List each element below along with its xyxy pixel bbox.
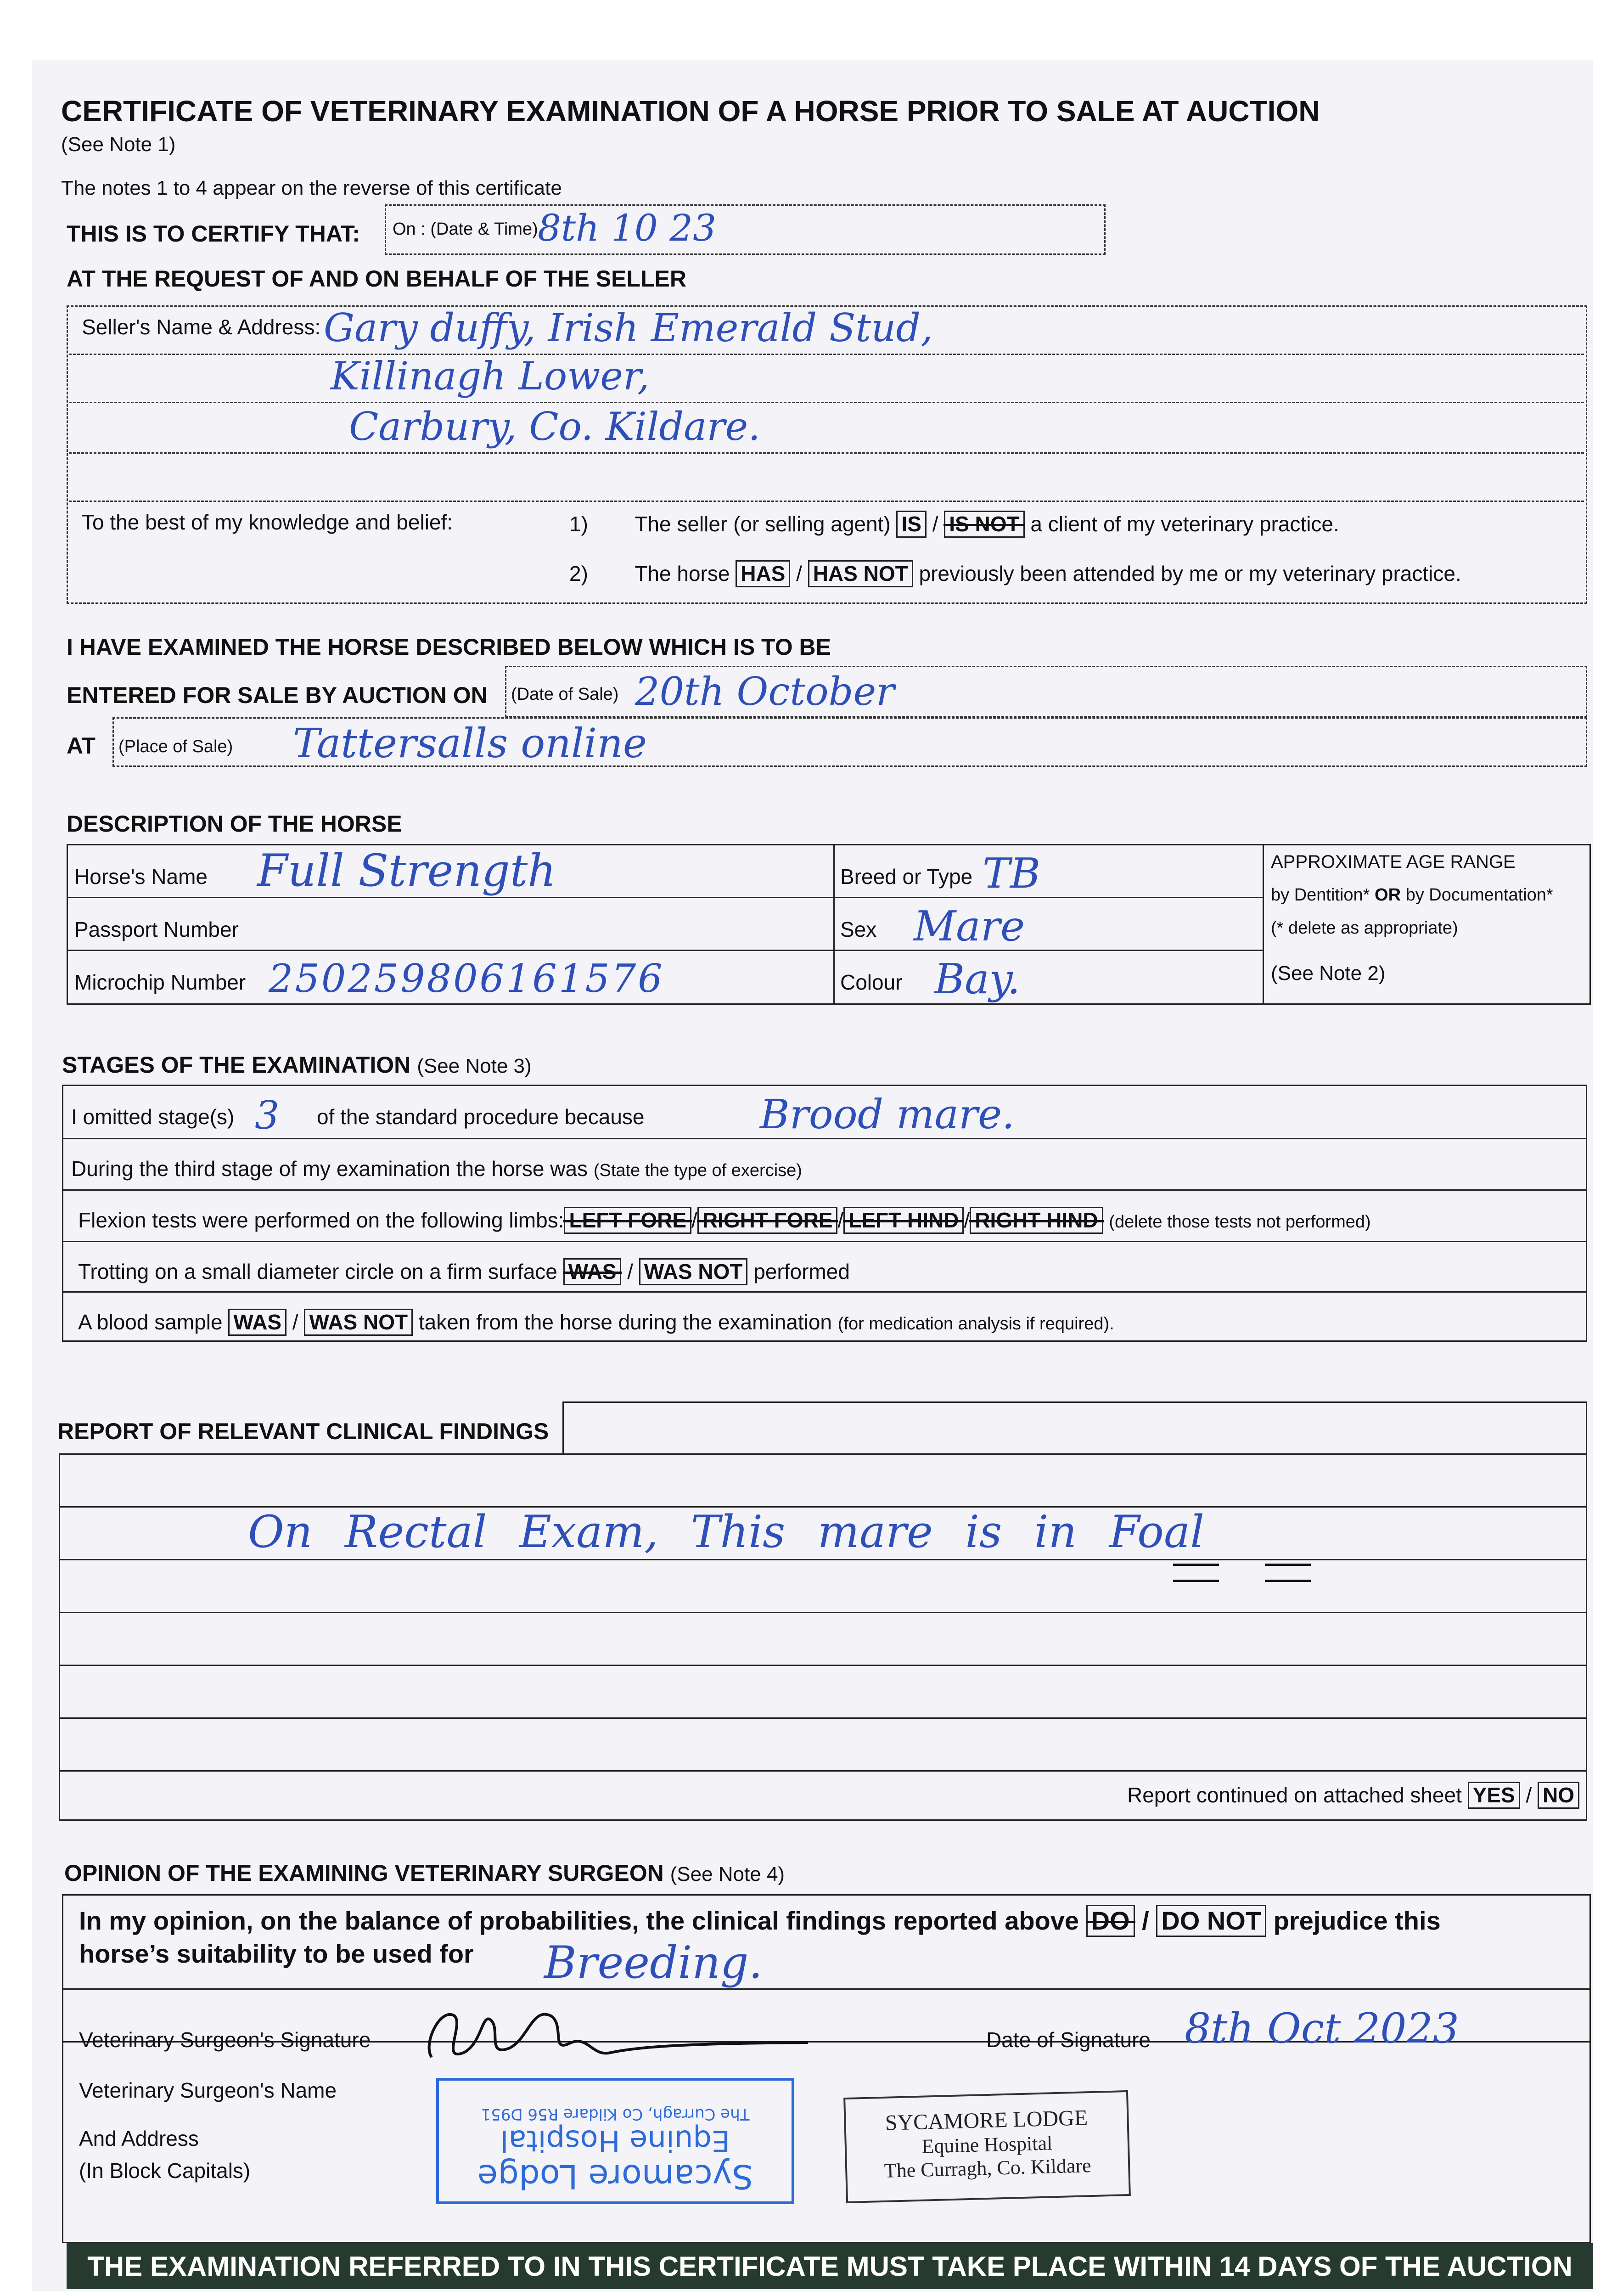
colour-value: Bay. [934, 955, 1021, 1003]
surgeon-name-label: Veterinary Surgeon's Name [79, 2078, 337, 2102]
microchip-label: Microchip Number [74, 970, 246, 994]
description-heading: DESCRIPTION OF THE HORSE [67, 811, 402, 837]
third-stage-note: (State the type of exercise) [593, 1161, 802, 1180]
sale-place-label: (Place of Sale) [118, 737, 233, 756]
sale-place-value: Tattersalls online [293, 720, 647, 767]
seller-address-line-3: Carbury, Co. Kildare. [349, 404, 760, 449]
footer-banner: THE EXAMINATION REFERRED TO IN THIS CERTIFICATE MUST TAKE PLACE WITHIN 14 DAYS OF THE AUCTION [67, 2243, 1593, 2289]
trot-label: Trotting on a small diameter circle on a firm surface [78, 1260, 557, 1283]
microchip-value: 250259806161576 [269, 956, 664, 1001]
separator: / [796, 562, 802, 585]
flexion-line: Flexion tests were performed on the following limbs: LEFT FORE / RIGHT FORE / LEFT HIND / RIGHT HIND (delete those tests not performed) [78, 1207, 1371, 1234]
horse-name-value: Full Strength [257, 845, 556, 896]
stages-heading [62, 1052, 532, 1078]
see-note-1: (See Note 1) [61, 133, 176, 156]
colour-label: Colour [840, 970, 903, 994]
continued-no-option[interactable]: NO [1538, 1782, 1579, 1809]
report-continued-label: Report continued on attached sheet [1127, 1783, 1462, 1807]
omitted-stage-reason-label: of the standard procedure because [317, 1105, 645, 1129]
flexion-right-fore[interactable]: RIGHT FORE [697, 1207, 838, 1234]
seller-address-line-1: Gary duffy, Irish Emerald Stud, [324, 305, 933, 350]
age-delete-note: (* delete as appropriate) [1271, 918, 1458, 938]
omitted-stage-label: I omitted stage(s) [71, 1105, 235, 1129]
omitted-stage-reason: Brood mare. [760, 1091, 1015, 1138]
opinion-do-option[interactable]: DO [1086, 1905, 1135, 1937]
sale-place-box[interactable] [112, 717, 1587, 767]
at-label: AT [67, 733, 95, 759]
practice-stamp-blue [436, 2078, 794, 2204]
trot-was-not-option[interactable]: WAS NOT [639, 1258, 748, 1285]
flexion-note: (delete those tests not performed) [1109, 1212, 1371, 1232]
statement-2-text: The horse [635, 562, 730, 585]
opinion-title: OPINION OF THE EXAMINING VETERINARY SURGEON [64, 1860, 664, 1886]
knowledge-label: To the best of my knowledge and belief: [82, 510, 453, 534]
opinion-note: (See Note 4) [670, 1863, 785, 1885]
trot-performed: performed [753, 1260, 850, 1283]
passport-label: Passport Number [74, 917, 239, 941]
signature-label: Veterinary Surgeon's Signature [79, 2028, 371, 2052]
exam-date-value: 8th 10 23 [538, 207, 717, 249]
opinion-do-not-option[interactable]: DO NOT [1156, 1905, 1266, 1937]
opinion-text: In my opinion, on the balance of probabilities, the clinical findings reported above [79, 1906, 1079, 1935]
blood-was-option[interactable]: WAS [228, 1309, 286, 1336]
seller-address-line-2: Killinagh Lower, [331, 354, 650, 399]
seller-label: Seller's Name & Address: [82, 315, 321, 339]
surgeon-address-label: And Address [79, 2127, 199, 2150]
statement-2-number: 2) [569, 562, 588, 585]
stamp-blue-line-3: The Curragh, Co Kildare R56 D951 [481, 2105, 750, 2123]
statement-1-end: a client of my veterinary practice. [1030, 512, 1339, 536]
statement-1-text: The seller (or selling agent) [635, 512, 891, 536]
continued-yes-option[interactable]: YES [1468, 1782, 1520, 1809]
client-is-not-option[interactable]: IS NOT [944, 511, 1024, 538]
stamp-blue-line-2: Equine Hospital [500, 2123, 730, 2157]
exam-date-box[interactable] [385, 204, 1106, 255]
age-range-title: APPROXIMATE AGE RANGE [1271, 852, 1516, 872]
underline-mark [1173, 1564, 1219, 1582]
third-stage-line [71, 1156, 802, 1181]
block-capitals-note: (In Block Capitals) [79, 2159, 251, 2183]
flexion-label: Flexion tests were performed on the following limbs: [78, 1208, 564, 1232]
date-of-signature-value: 8th Oct 2023 [1185, 2004, 1460, 2053]
stamp-grey-line-2: Equine Hospital [921, 2132, 1053, 2158]
trot-was-option[interactable]: WAS [563, 1258, 622, 1285]
stages-title: STAGES OF THE EXAMINATION [62, 1052, 411, 1078]
notes-line: The notes 1 to 4 appear on the reverse of this certificate [61, 177, 562, 199]
opinion-statement [79, 1905, 1441, 1937]
report-continued-line [1127, 1782, 1579, 1809]
breed-value: TB [983, 850, 1041, 898]
age-or: OR [1375, 885, 1401, 905]
statement-1-number: 1) [569, 512, 588, 536]
age-range-method [1271, 885, 1553, 905]
exam-date-label: On : (Date & Time) [393, 219, 538, 239]
statement-2 [569, 560, 1461, 587]
horse-name-label: Horse's Name [74, 865, 208, 889]
report-heading: REPORT OF RELEVANT CLINICAL FINDINGS [57, 1418, 549, 1444]
report-finding-text: On Rectal Exam, This mare is in Foal [248, 1506, 1204, 1558]
blood-taken-text: taken from the horse during the examination [418, 1310, 832, 1334]
blood-note: (for medication analysis if required). [837, 1314, 1114, 1334]
certificate-title: CERTIFICATE OF VETERINARY EXAMINATION OF A HORSE PRIOR TO SALE AT AUCTION [61, 95, 1320, 128]
omitted-stage-value: 3 [255, 1093, 280, 1138]
sale-date-label: (Date of Sale) [511, 685, 619, 704]
intended-use-value: Breeding. [544, 1937, 763, 1988]
breed-label: Breed or Type [840, 865, 973, 889]
separator: / [932, 512, 938, 536]
horse-has-option[interactable]: HAS [736, 560, 790, 587]
stamp-grey-line-1: SYCAMORE LODGE [885, 2105, 1088, 2135]
practice-stamp-grey [843, 2090, 1131, 2203]
blood-line [78, 1309, 1114, 1336]
stages-note: (See Note 3) [417, 1055, 532, 1077]
stamp-grey-line-3: The Curragh, Co. Kildare [884, 2154, 1092, 2182]
statement-1 [569, 511, 1339, 538]
age-by-documentation[interactable]: by Documentation* [1401, 885, 1553, 905]
examined-line: I HAVE EXAMINED THE HORSE DESCRIBED BELOW WHICH IS TO BE [67, 634, 831, 660]
separator: / [1142, 1906, 1149, 1935]
horse-has-not-option[interactable]: HAS NOT [808, 560, 913, 587]
signature [413, 1988, 817, 2080]
request-line: AT THE REQUEST OF AND ON BEHALF OF THE SELLER [67, 266, 686, 292]
statement-2-end: previously been attended by me or my veterinary practice. [919, 562, 1461, 585]
flexion-right-hind[interactable]: RIGHT HIND [970, 1207, 1103, 1234]
sale-date-value: 20th October [635, 669, 895, 714]
underline-mark [1265, 1564, 1311, 1582]
date-of-signature-label: Date of Signature [986, 2028, 1151, 2052]
report-heading-box [562, 1401, 1587, 1455]
sale-date-box[interactable] [505, 666, 1587, 717]
entered-line: ENTERED FOR SALE BY AUCTION ON [67, 682, 488, 708]
opinion-heading [64, 1860, 785, 1886]
flexion-left-fore[interactable]: LEFT FORE [564, 1207, 691, 1234]
opinion-line-2: horse’s suitability to be used for [79, 1939, 474, 1968]
separator: / [1526, 1783, 1532, 1807]
trot-line [78, 1258, 850, 1285]
sex-value: Mare [914, 902, 1025, 951]
opinion-text-end: prejudice this [1273, 1906, 1441, 1935]
certify-label: THIS IS TO CERTIFY THAT: [67, 221, 360, 247]
age-see-note: (See Note 2) [1271, 962, 1386, 985]
sex-label: Sex [840, 917, 877, 941]
client-is-option[interactable]: IS [896, 511, 926, 538]
blood-was-not-option[interactable]: WAS NOT [304, 1309, 413, 1336]
blood-label: A blood sample [78, 1310, 223, 1334]
third-stage-label: During the third stage of my examination the horse was [71, 1157, 588, 1181]
separator: / [292, 1310, 298, 1334]
stamp-blue-line-1: Sycamore Lodge [477, 2157, 753, 2196]
age-by-dentition[interactable]: by Dentition* [1271, 885, 1375, 905]
separator: / [627, 1260, 634, 1283]
flexion-left-hind[interactable]: LEFT HIND [843, 1207, 964, 1234]
